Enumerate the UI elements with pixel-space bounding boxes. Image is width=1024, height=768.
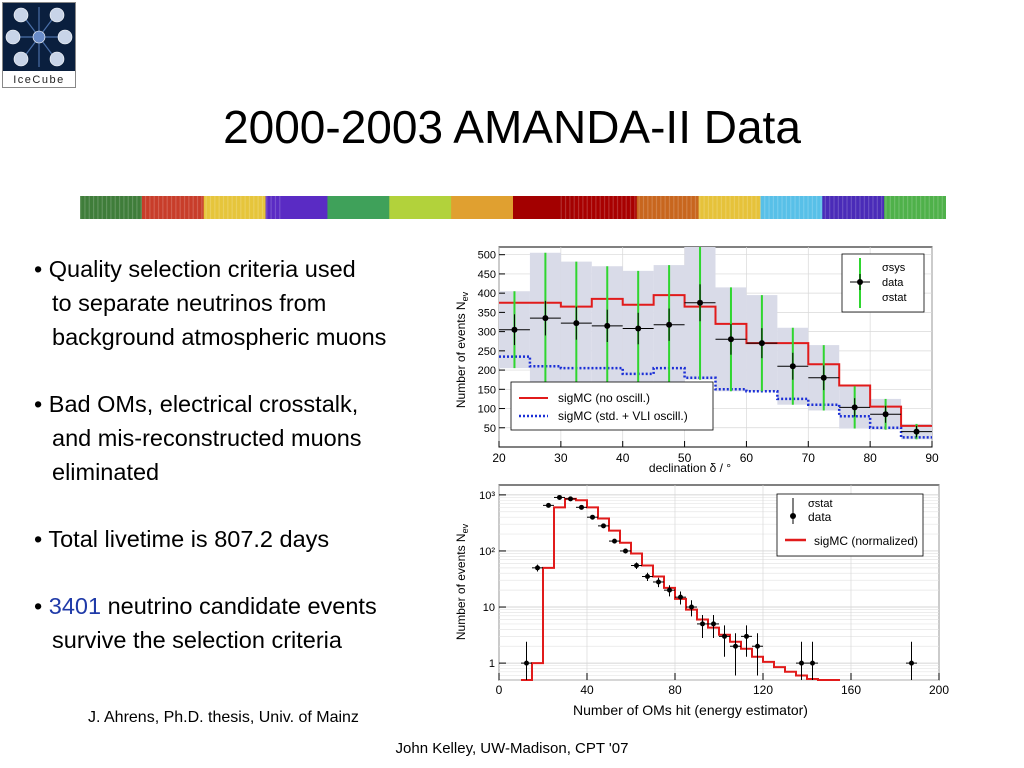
chart1-ytick-label: 500	[477, 249, 496, 262]
band-stripe	[639, 196, 640, 219]
band-stripe	[920, 196, 921, 219]
band-stripe	[587, 196, 588, 219]
data-point	[689, 605, 694, 610]
band-stripe	[578, 196, 579, 219]
chart1-ylabel-sub: ev	[460, 291, 470, 302]
bullet-4-line-2: survive the selection criteria	[52, 627, 342, 653]
band-stripe	[84, 196, 85, 219]
bullet-2-line-3: eliminated	[52, 459, 160, 485]
chart1-ytick-label: 200	[477, 365, 496, 378]
spectrum-band	[80, 196, 946, 219]
band-stripe	[747, 196, 748, 219]
band-stripe	[206, 196, 207, 219]
band-stripe	[197, 196, 198, 219]
page-title: 2000-2003 AMANDA-II Data	[223, 101, 801, 153]
band-stripe	[561, 196, 562, 219]
band-stripe	[630, 196, 631, 219]
chart1-ytick-label: 250	[477, 345, 496, 358]
band-stripe	[600, 196, 601, 219]
chart1-ylabel-main: Number of events N	[454, 301, 468, 409]
band-stripe	[214, 196, 215, 219]
data-point	[914, 429, 920, 435]
band-stripe	[89, 196, 90, 219]
data-point	[883, 411, 889, 417]
band-segment	[760, 196, 823, 219]
chart1-legend-bottom	[511, 382, 713, 430]
bullet-4-line-1-rest: neutrino candidate events	[101, 593, 377, 619]
chart2-ytick-label: 10²	[479, 545, 495, 558]
band-stripe	[755, 196, 756, 219]
band-stripe	[574, 196, 575, 219]
band-stripe	[712, 196, 713, 219]
band-stripe	[812, 196, 813, 219]
band-stripe	[262, 196, 263, 219]
band-segment	[822, 196, 885, 219]
chart2-xtick-label: 200	[928, 683, 950, 697]
chart1-ytick-label: 100	[477, 403, 496, 416]
band-stripe	[656, 196, 657, 219]
band-stripe	[652, 196, 653, 219]
band-stripe	[569, 196, 570, 219]
band-stripe	[634, 196, 635, 219]
chart2-ytick-label: 1	[488, 658, 495, 671]
chart1-ytick-label: 150	[477, 384, 496, 397]
chart1-xtick-label: 80	[863, 451, 877, 465]
band-stripe	[145, 196, 146, 219]
band-stripe	[591, 196, 592, 219]
band-stripe	[171, 196, 172, 219]
band-stripe	[695, 196, 696, 219]
band-stripe	[838, 196, 839, 219]
band-stripe	[686, 196, 687, 219]
band-stripe	[136, 196, 137, 219]
band-stripe	[240, 196, 241, 219]
band-segment	[884, 196, 946, 219]
band-stripe	[734, 196, 735, 219]
band-segment	[451, 196, 514, 219]
data-point	[623, 548, 628, 553]
bullet-2-line-2: and mis-reconstructed muons	[52, 425, 362, 451]
band-segment	[575, 196, 638, 219]
band-stripe	[660, 196, 661, 219]
data-point	[728, 336, 734, 342]
oms-hit-chart	[452, 480, 952, 698]
band-stripe	[201, 196, 202, 219]
band-stripe	[245, 196, 246, 219]
band-stripe	[781, 196, 782, 219]
data-point	[604, 323, 610, 329]
legend2-sigmc: sigMC (normalized)	[814, 534, 919, 548]
band-stripe	[764, 196, 765, 219]
footer: John Kelley, UW-Madison, CPT '07	[395, 740, 629, 757]
band-stripe	[682, 196, 683, 219]
band-stripe	[80, 196, 81, 219]
band-stripe	[721, 196, 722, 219]
band-stripe	[699, 196, 700, 219]
band-stripe	[786, 196, 787, 219]
data-point	[568, 496, 573, 501]
legend-sigma-stat: σstat	[882, 292, 907, 304]
data-point	[590, 515, 595, 520]
band-stripe	[154, 196, 155, 219]
band-stripe	[708, 196, 709, 219]
band-stripe	[604, 196, 605, 219]
band-stripe	[885, 196, 886, 219]
band-stripe	[890, 196, 891, 219]
data-point	[722, 634, 727, 639]
band-stripe	[227, 196, 228, 219]
chart1-ytick-label: 400	[477, 288, 496, 301]
data-point	[755, 644, 760, 649]
band-stripe	[924, 196, 925, 219]
chart2-xtick-label: 40	[580, 683, 594, 697]
chart2-ytick-label: 10³	[479, 489, 495, 502]
data-point	[667, 588, 672, 593]
band-stripe	[846, 196, 847, 219]
chart2-xtick-label: 160	[840, 683, 862, 697]
data-point	[697, 300, 703, 306]
band-stripe	[595, 196, 596, 219]
band-stripe	[647, 196, 648, 219]
band-stripe	[253, 196, 254, 219]
band-stripe	[829, 196, 830, 219]
bullet-3-line-1: Total livetime is 807.2 days	[48, 526, 330, 552]
band-stripe	[236, 196, 237, 219]
band-stripe	[149, 196, 150, 219]
band-stripe	[617, 196, 618, 219]
band-stripe	[180, 196, 181, 219]
band-stripe	[266, 196, 267, 219]
band-stripe	[911, 196, 912, 219]
band-stripe	[613, 196, 614, 219]
band-stripe	[704, 196, 705, 219]
chart1-xtick-label: 60	[739, 451, 754, 465]
chart1-ytick-label: 50	[483, 422, 496, 435]
band-stripe	[877, 196, 878, 219]
band-stripe	[859, 196, 860, 219]
band-stripe	[102, 196, 103, 219]
legend-sigma-sys: σsys	[882, 262, 906, 274]
band-stripe	[219, 196, 220, 219]
band-stripe	[742, 196, 743, 219]
band-stripe	[777, 196, 778, 219]
band-stripe	[275, 196, 276, 219]
reference: J. Ahrens, Ph.D. thesis, Univ. of Mainz	[88, 709, 359, 726]
chart1-xtick-label: 20	[492, 451, 506, 465]
band-stripe	[773, 196, 774, 219]
legend-sigmc-no-osc: sigMC (no oscill.)	[558, 391, 651, 405]
data-point	[535, 565, 540, 570]
data-point	[656, 579, 661, 584]
band-stripe	[864, 196, 865, 219]
band-stripe	[193, 196, 194, 219]
band-stripe	[93, 196, 94, 219]
bullet-3: • Total livetime is 807.2 days	[34, 526, 330, 552]
chart1-xtick-label: 70	[801, 451, 815, 465]
band-stripe	[933, 196, 934, 219]
band-stripe	[738, 196, 739, 219]
band-stripe	[807, 196, 808, 219]
chart1-xlabel: declination δ / °	[648, 461, 732, 475]
data-point	[573, 320, 579, 326]
band-stripe	[691, 196, 692, 219]
band-stripe	[188, 196, 189, 219]
band-stripe	[673, 196, 674, 219]
band-stripe	[271, 196, 272, 219]
band-stripe	[842, 196, 843, 219]
band-stripe	[141, 196, 142, 219]
band-stripe	[665, 196, 666, 219]
band-stripe	[760, 196, 761, 219]
band-stripe	[790, 196, 791, 219]
data-point	[700, 621, 705, 626]
data-point	[579, 505, 584, 510]
bullet-1: • Quality selection criteria used to separate neutrinos from background atmospheric muons	[34, 252, 454, 354]
band-stripe	[916, 196, 917, 219]
band-stripe	[123, 196, 124, 219]
band-stripe	[608, 196, 609, 219]
data-point	[645, 574, 650, 579]
data-point	[759, 340, 765, 346]
band-stripe	[872, 196, 873, 219]
chart1-ytick-label: 350	[477, 307, 496, 320]
band-stripe	[717, 196, 718, 219]
band-stripe	[669, 196, 670, 219]
data-point	[634, 563, 639, 568]
chart1-legend-top	[842, 254, 924, 312]
data-point	[821, 375, 827, 381]
chart1-xtick-label: 50	[677, 451, 692, 465]
data-point	[666, 322, 672, 328]
data-point	[909, 661, 914, 666]
chart2-xtick-label: 80	[668, 683, 682, 697]
band-stripe	[929, 196, 930, 219]
band-stripe	[115, 196, 116, 219]
bullet-list	[34, 252, 454, 690]
bullet-4: • 3401 neutrino candidate events survive the selection criteria	[34, 589, 454, 657]
band-stripe	[643, 196, 644, 219]
band-stripe	[898, 196, 899, 219]
band-segment	[204, 196, 267, 219]
band-stripe	[184, 196, 185, 219]
chart2-xtick-label: 0	[495, 683, 503, 697]
band-stripe	[223, 196, 224, 219]
chart2-ylabel	[454, 523, 470, 640]
legend-sigmc-vli: sigMC (std. + VLI oscill.)	[558, 409, 688, 423]
bullet-1-line-3: background atmospheric muons	[52, 324, 387, 350]
chart1-ytick-label: 300	[477, 326, 496, 339]
bullet-1-line-1: Quality selection criteria used	[48, 256, 356, 282]
data-point	[733, 644, 738, 649]
band-stripe	[167, 196, 168, 219]
band-stripe	[565, 196, 566, 219]
data-point	[635, 326, 641, 332]
chart2-ylabel-sub: ev	[460, 523, 470, 534]
band-stripe	[768, 196, 769, 219]
band-stripe	[279, 196, 280, 219]
band-stripe	[110, 196, 111, 219]
band-stripe	[678, 196, 679, 219]
band-stripe	[730, 196, 731, 219]
band-stripe	[816, 196, 817, 219]
band-stripe	[158, 196, 159, 219]
chart2-ytick-label: 10	[482, 602, 495, 615]
band-stripe	[820, 196, 821, 219]
legend2-data: data	[808, 510, 832, 524]
data-point	[546, 503, 551, 508]
chart2-caption: Number of OMs hit (energy estimator)	[573, 702, 808, 718]
band-stripe	[258, 196, 259, 219]
band-stripe	[903, 196, 904, 219]
band-stripe	[621, 196, 622, 219]
band-segment	[327, 196, 390, 219]
band-segment	[389, 196, 452, 219]
declination-chart	[452, 238, 952, 478]
data-point	[790, 363, 796, 369]
band-stripe	[803, 196, 804, 219]
band-stripe	[799, 196, 800, 219]
data-point	[511, 327, 517, 333]
legend-data: data	[882, 277, 904, 289]
data-point	[524, 661, 529, 666]
chart2-ylabel-main: Number of events N	[454, 533, 468, 641]
band-stripe	[894, 196, 895, 219]
band-stripe	[132, 196, 133, 219]
band-stripe	[751, 196, 752, 219]
data-point	[542, 315, 548, 321]
band-stripe	[582, 196, 583, 219]
data-point	[852, 404, 858, 410]
band-stripe	[825, 196, 826, 219]
band-stripe	[232, 196, 233, 219]
bullet-1-line-2: to separate neutrinos from	[52, 290, 327, 316]
band-stripe	[626, 196, 627, 219]
chart2-legend	[777, 494, 923, 556]
band-stripe	[249, 196, 250, 219]
data-point	[799, 661, 804, 666]
band-stripe	[868, 196, 869, 219]
band-stripe	[128, 196, 129, 219]
band-segment	[513, 196, 576, 219]
band-stripe	[119, 196, 120, 219]
chart2-xtick-label: 120	[752, 683, 774, 697]
band-stripe	[907, 196, 908, 219]
data-point	[810, 661, 815, 666]
band-stripe	[210, 196, 211, 219]
band-stripe	[175, 196, 176, 219]
icecube-logo	[2, 2, 76, 88]
data-point	[744, 634, 749, 639]
data-point	[612, 539, 617, 544]
band-stripe	[851, 196, 852, 219]
band-stripe	[855, 196, 856, 219]
band-stripe	[97, 196, 98, 219]
legend2-sigma-stat: σstat	[808, 498, 833, 510]
band-stripe	[162, 196, 163, 219]
band-stripe	[106, 196, 107, 219]
band-stripe	[725, 196, 726, 219]
data-point	[711, 621, 716, 626]
band-segment	[637, 196, 700, 219]
bullet-2: • Bad OMs, electrical crosstalk, and mis-reconstructed muons eliminated	[34, 387, 454, 489]
data-point	[678, 595, 683, 600]
band-stripe	[942, 196, 943, 219]
chart1-xtick-label: 40	[616, 451, 630, 465]
band-segment	[142, 196, 205, 219]
chart1-ylabel	[454, 291, 470, 408]
bullet-2-line-1: Bad OMs, electrical crosstalk,	[48, 391, 359, 417]
event-count: 3401	[48, 593, 102, 619]
chart1-xtick-label: 30	[554, 451, 568, 465]
chart1-ytick-label: 450	[477, 268, 496, 281]
data-point	[601, 523, 606, 528]
logo-text: IceCube	[13, 74, 65, 86]
data-point	[557, 495, 562, 500]
band-stripe	[937, 196, 938, 219]
band-stripe	[833, 196, 834, 219]
chart1-xtick-label: 90	[925, 451, 939, 465]
band-stripe	[794, 196, 795, 219]
band-stripe	[881, 196, 882, 219]
